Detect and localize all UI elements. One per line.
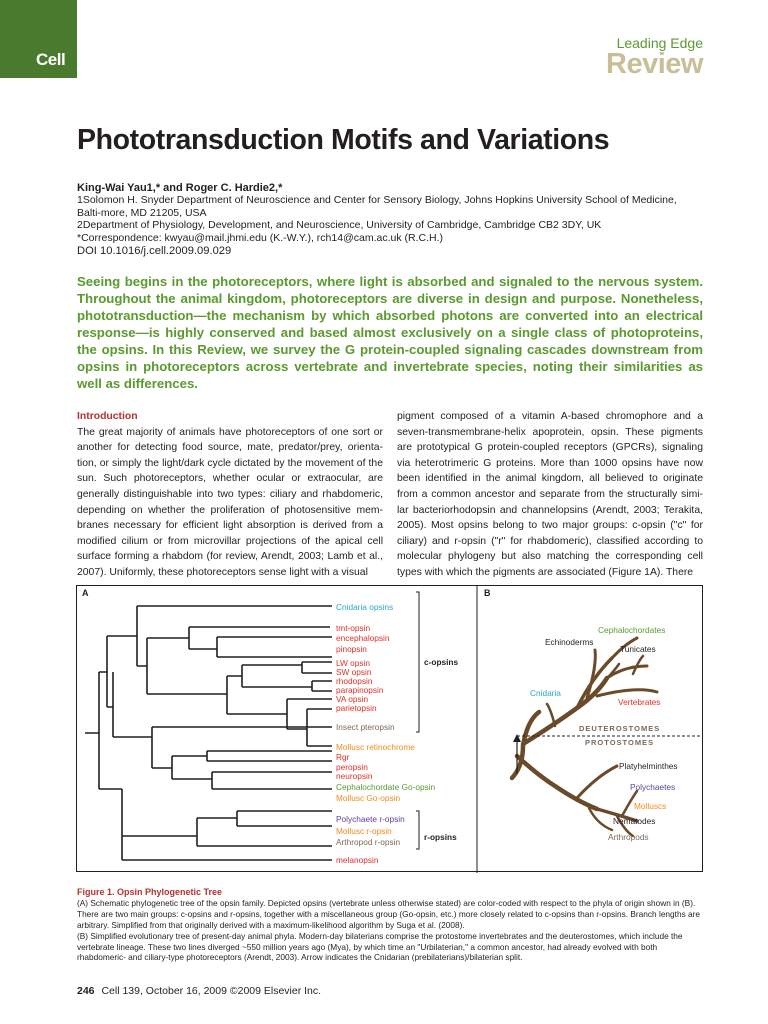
caption-title: Figure 1. Opsin Phylogenetic Tree	[77, 887, 223, 897]
affiliation-1: 1Solomon H. Snyder Department of Neuroscience and Center for Sensory Biology, Johns Hopkins University School of Medicine, Balti-more, MD 21205, USA	[77, 194, 677, 219]
figure-caption	[77, 887, 705, 963]
label-deuterostomes: DEUTEROSTOMES	[579, 724, 661, 733]
opsin-label: rhodopsin	[336, 676, 373, 686]
opsin-tree	[85, 606, 332, 860]
opsin-label: pinopsin	[336, 644, 367, 654]
opsin-label: neuropsin	[336, 771, 373, 781]
label-arthropods: Arthropods	[608, 832, 649, 842]
group-label-r-opsins: r-opsins	[424, 832, 457, 842]
opsin-label: tmt-opsin	[336, 623, 371, 633]
page-footer	[77, 985, 321, 997]
section-label-top: Leading Edge	[616, 35, 703, 51]
opsin-label: Arthropod r-opsin	[336, 837, 401, 847]
page-number: 246	[77, 985, 95, 997]
label-molluscs: Molluscs	[634, 801, 667, 811]
doi: DOI 10.1016/j.cell.2009.09.029	[77, 245, 232, 258]
opsin-label: peropsin	[336, 762, 368, 772]
opsin-label: Rgr	[336, 752, 350, 762]
label-vertebrates: Vertebrates	[618, 697, 661, 707]
opsin-label-group	[336, 602, 436, 865]
author-block	[77, 182, 702, 257]
opsin-label: Polychaete r-opsin	[336, 814, 405, 824]
opsin-label: SW opsin	[336, 667, 372, 677]
label-cnidaria: Cnidaria	[530, 688, 561, 698]
group-brackets	[416, 592, 419, 849]
label-polychaetes: Polychaetes	[630, 782, 676, 792]
article-title: Phototransduction Motifs and Variations	[77, 124, 610, 156]
opsin-label: encephalopsin	[336, 633, 390, 643]
opsin-label: LW opsin	[336, 658, 370, 668]
body-text-left: The great majority of animals have photoreceptors of one sort or another for detecting food source, mate, predator/prey, orienta-tion, or simply the light/dark cycle dictated by the movement of the sun. Such photoreceptors, whether ocular or extraocular, are generally distinguishable into two types: ciliary and rhabdomeric, depending on whether the proliferation of photosensitive mem-branes necessary for efficient light absorption is derived from a modified cilium or from microvillar projections of the apical cell surface forming a rhabdom (for review, Arendt, 2003; Lamb et al., 2007). Uniformly, these photoreceptors sense light with a visual	[77, 426, 383, 578]
journal-logo	[0, 0, 77, 78]
caption-panel-a: (A) Schematic phylogenetic tree of the opsin family. Depicted opsins (vertebrate unless otherwise stated) are color-coded with respect to the phyla of origin shown in (B). There are two main groups: c-opsins and r-opsins, together with a miscellaneous group (Go-opsin, etc.) more closely related to c-opsins than r-opsins. Branch lengths are arbitrary. Simplified from that originally derived with a maximum-likelihood algorithm by Suga et al. (2008).	[77, 897, 701, 930]
affiliation-2: 2Department of Physiology, Development, and Neuroscience, University of Cambridge, Cambridge CB2 3DY, UK	[77, 219, 602, 232]
label-protostomes: PROTOSTOMES	[585, 738, 655, 747]
opsin-label: Insect pteropsin	[336, 722, 395, 732]
opsin-label: Mollusc r-opsin	[336, 826, 392, 836]
opsin-label: parietopsin	[336, 703, 377, 713]
label-tunicates: Tunicates	[620, 644, 656, 654]
label-platyhelminthes: Platyhelminthes	[619, 761, 678, 771]
panel-a-label: A	[82, 588, 89, 598]
author-names: King-Wai Yau1,* and Roger C. Hardie2,*	[77, 182, 283, 194]
opsin-label: Cephalochordate Go-opsin	[336, 782, 436, 792]
panel-b-label: B	[484, 588, 491, 598]
caption-panel-b: (B) Simplified evolutionary tree of present-day animal phyla. Modern-day bilaterians comprise the protostome invertebrates and the deuterostomes, which include the vertebrate lineage. These two lines diverged ~550 million years ago (Mya), by which time an "Urbilaterian," a common ancestor, had already evolved with both rhabdomeric- and ciliary-type photoreceptors (Arendt, 2003). Arrow indicates the Cnidarian (prebilaterians)/bilaterian split.	[77, 930, 683, 963]
group-label-c-opsins: c-opsins	[424, 657, 459, 667]
section-label-main: Review	[606, 48, 703, 80]
opsin-label: Mollusc retinochrome	[336, 742, 415, 752]
label-nematodes: Nematodes	[613, 816, 656, 826]
body-column-left	[77, 409, 383, 581]
label-echinoderms: Echinoderms	[545, 637, 594, 647]
citation: Cell 139, October 16, 2009 ©2009 Elsevier Inc.	[101, 985, 322, 997]
opsin-label: Mollusc Go-opsin	[336, 793, 401, 803]
opsin-label: parapinopsin	[336, 685, 384, 695]
figure-1-svg	[77, 586, 704, 873]
correspondence: *Correspondence: kwyau@mail.jhmi.edu (K.-W.Y.), rch14@cam.ac.uk (R.C.H.)	[77, 231, 443, 244]
journal-logo-text: Cell	[36, 50, 66, 69]
body-text-right: pigment composed of a vitamin A-based chromophore and a seven-transmembrane-helix apoprotein, opsin. These pigments are prototypical G protein-coupled receptors (GPCRs), signaling via heterotrimeric G proteins. More than 1000 opsins have now been identified in the animal kingdom, all believed to originate from a common ancestor and separate from the structurally simi-lar bacteriorhodopsin and channelopsins (Arendt, 2003; Terakita, 2005). Most opsins belong to two major groups: c-opsin ("c" for ciliary) and r-opsin ("r" for rhabdomeric), classified according to molecular phylogeny but also matching the corresponding cell types with which the pigments are associated (Figure 1A). There	[397, 411, 703, 578]
label-cephalochordates: Cephalochordates	[598, 625, 666, 635]
abstract: Seeing begins in the photoreceptors, where light is absorbed and signaled to the nervous system. Throughout the animal kingdom, photoreceptors are diverse in design and purpose. Nonetheless, phototransduction—the mechanism by which absorbed photons are converted into an electrical response—is highly conserved and based almost exclusively on a single class of photoproteins, the opsins. In this Review, we survey the G protein-coupled signaling cascades downstream from opsins in photoreceptors across vertebrate and invertebrate species, noting their similarities as well as differences.	[77, 274, 703, 391]
section-heading-introduction: Introduction	[77, 411, 138, 422]
opsin-label: VA opsin	[336, 694, 369, 704]
body-column-right	[397, 409, 703, 581]
figure-1	[76, 585, 703, 872]
opsin-label: Cnidaria opsins	[336, 602, 394, 612]
opsin-label: melanopsin	[336, 855, 379, 865]
